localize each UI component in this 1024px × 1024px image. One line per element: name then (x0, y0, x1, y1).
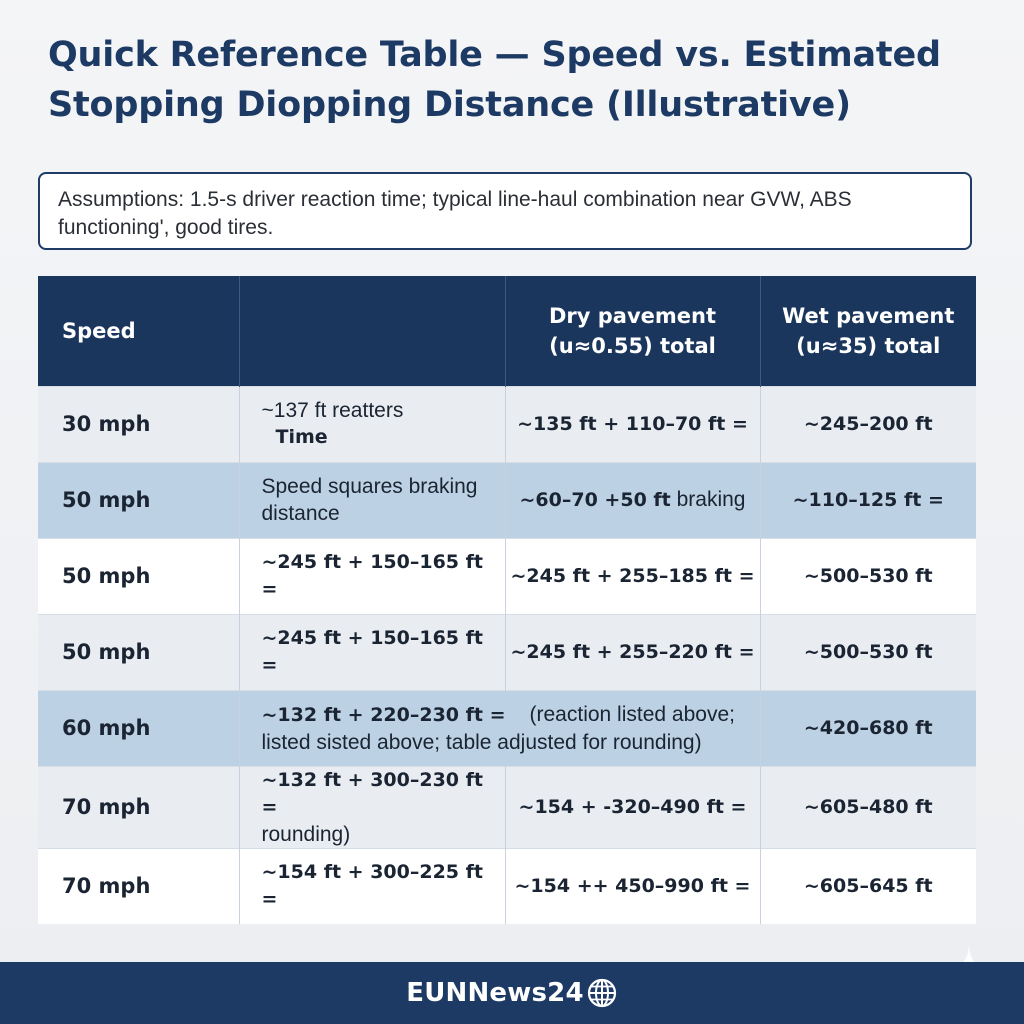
brand-name: EUNNews24 (406, 978, 584, 1008)
table-row (38, 690, 976, 766)
reaction-cell (239, 766, 505, 848)
wet-cell: ~110–125 ft = (792, 489, 944, 511)
dry-cell (505, 462, 760, 538)
brand-logo[interactable] (406, 977, 618, 1009)
page-title-line-2: Stopping Diopping Distance (Illustrative) (48, 85, 851, 125)
merged-note-line-2: listed sisted above; table adjusted for rounding) (261, 730, 702, 754)
dry-cell: ~154 + -320–490 ft = (505, 766, 760, 848)
wet-cell: ~500–530 ft (803, 641, 933, 663)
header-wet-pavement (760, 276, 976, 386)
table-row (38, 462, 976, 538)
reaction-cell: ~245 ft + 150–165 ft = (239, 538, 505, 614)
assumptions-box (38, 172, 972, 250)
reaction-cell (239, 386, 505, 462)
reaction-cell-line-2: Time (275, 426, 328, 448)
reaction-cell (239, 462, 505, 538)
footer-bar (0, 962, 1024, 1024)
reaction-cell-line-1: ~132 ft + 300–230 ft = (261, 768, 483, 818)
speed-cell: 60 mph (38, 690, 239, 766)
reaction-cell-line-2: rounding) (261, 822, 351, 846)
header-speed: Speed (38, 276, 239, 386)
page-title (48, 30, 988, 130)
header-dry-line-1: Dry pavement (548, 303, 717, 328)
dry-cell: ~245 ft + 255–220 ft = (505, 614, 760, 690)
speed-cell: 70 mph (38, 848, 239, 924)
wet-cell: ~605–645 ft (803, 875, 933, 898)
header-wet-line-1: Wet pavement (782, 303, 955, 328)
header-wet-line-2: (u≈35) total (796, 333, 941, 358)
dry-cell: ~135 ft + 110–70 ft = (505, 386, 760, 462)
merged-note-bold: ~132 ft + 220–230 ft = (261, 703, 506, 726)
wet-cell: ~245–200 ft (803, 413, 933, 435)
dry-cell: ~245 ft + 255–185 ft = (505, 538, 760, 614)
reaction-cell-line-2: distance (261, 502, 340, 525)
dry-cell: ~154 ++ 450–990 ft = (505, 848, 760, 924)
globe-icon (586, 977, 618, 1009)
table-header-row (38, 276, 976, 386)
speed-cell: 70 mph (38, 766, 239, 848)
speed-cell: 50 mph (38, 538, 239, 614)
dry-cell-bold: ~60–70 +50 ft (519, 489, 671, 511)
table-row (38, 848, 976, 924)
table-row (38, 386, 976, 462)
table-row (38, 538, 976, 614)
wet-cell: ~420–680 ft (803, 717, 933, 739)
page-title-line-1: Quick Reference Table — Speed vs. Estimated (48, 35, 941, 75)
wet-cell: ~605–480 ft (803, 796, 933, 818)
merged-note-cell (239, 690, 760, 766)
speed-cell: 50 mph (38, 462, 239, 538)
stopping-distance-table (38, 276, 976, 924)
merged-note-line-1 (262, 701, 760, 729)
header-dry-line-2: (u≈0.55) total (549, 333, 716, 358)
speed-cell: 50 mph (38, 614, 239, 690)
table-row (38, 614, 976, 690)
reaction-cell-line-1: ~137 ft reatters (261, 399, 404, 422)
reaction-cell: ~154 ft + 300–225 ft = (239, 848, 505, 924)
speed-cell: 30 mph (38, 386, 239, 462)
dry-cell-light: braking (670, 488, 746, 511)
reaction-cell: ~245 ft + 150–165 ft = (239, 614, 505, 690)
table-row (38, 766, 976, 848)
merged-note-tail: (reaction listed above; (529, 702, 735, 726)
assumptions-text: Assumptions: 1.5-s driver reaction time; typical line-haul combination near GVW, ABS functioning', good tires. (58, 188, 852, 239)
reaction-cell-line-1: Speed squares braking (261, 475, 478, 498)
header-reaction (239, 276, 505, 386)
wet-cell: ~500–530 ft (803, 565, 933, 587)
header-dry-pavement (505, 276, 760, 386)
